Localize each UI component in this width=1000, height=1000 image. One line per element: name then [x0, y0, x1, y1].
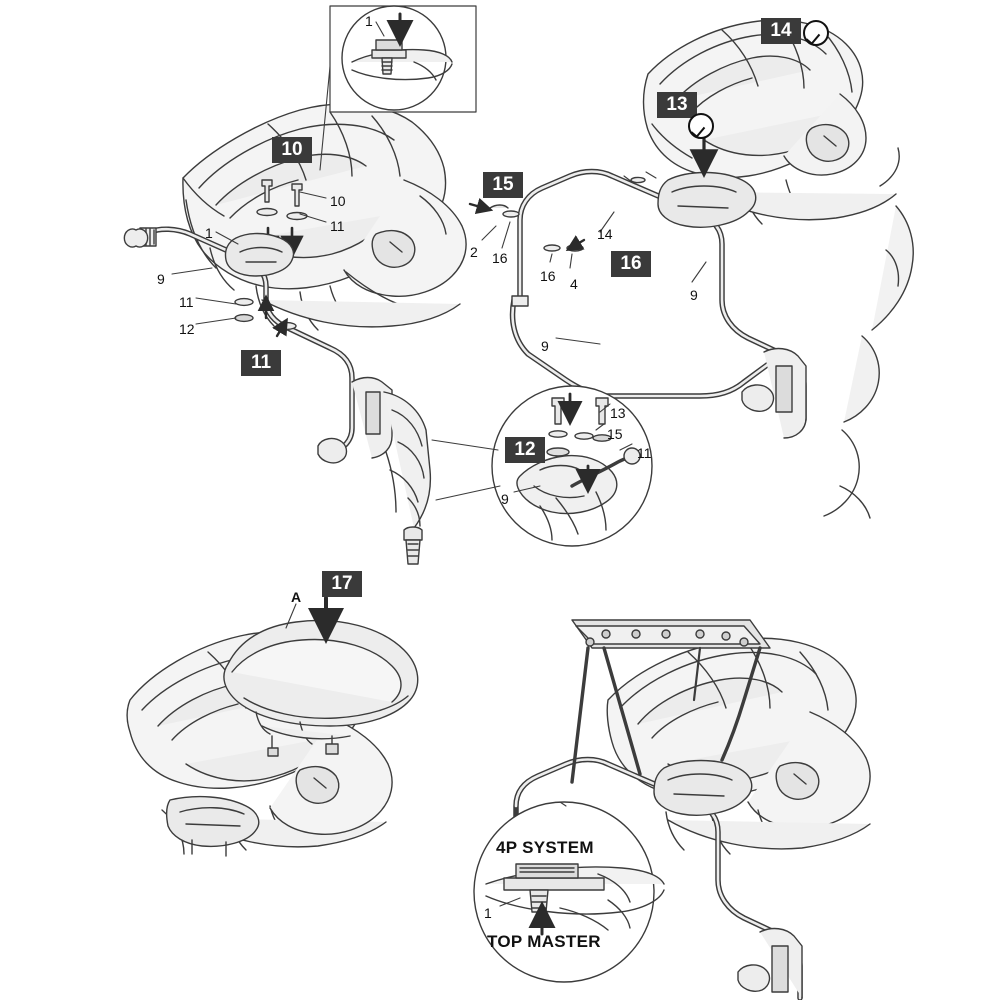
tail-section-left: [183, 104, 466, 330]
callout-16-a: 16: [492, 250, 508, 266]
step-box-15: 15: [483, 172, 523, 198]
callout-14-right: 14: [597, 226, 613, 242]
step-box-11: 11: [241, 350, 281, 376]
callout-10-top: 10: [330, 193, 346, 209]
label-4p-system: 4P SYSTEM: [496, 838, 594, 857]
callout-15-inset: 15: [607, 426, 623, 442]
step-box-10: 10: [272, 137, 312, 163]
callout-A-topcase: A: [291, 589, 302, 605]
callout-1-bottom-inset: 1: [484, 905, 492, 921]
callout-9-right-lower: 9: [541, 338, 549, 354]
check-step-13-icon: [688, 113, 714, 139]
callout-4-right: 4: [570, 276, 578, 292]
inset-detail-bottom: [474, 802, 664, 982]
callout-11-inset: 11: [637, 445, 652, 461]
step-box-14: 14: [761, 18, 801, 44]
callout-11-left: 11: [179, 294, 194, 310]
callout-13-inset: 13: [610, 405, 626, 421]
step-box-16: 16: [611, 251, 651, 277]
step-box-17: 17: [322, 571, 362, 597]
callout-1-inset-top: 1: [365, 13, 373, 29]
inset-detail-top: [330, 6, 476, 112]
tail-section-bottom-right: [607, 638, 870, 854]
label-top-master: TOP MASTER: [487, 932, 601, 951]
step-box-12: 12: [505, 437, 545, 463]
check-step-14-icon: [803, 20, 829, 46]
callout-9-inset: 9: [501, 491, 509, 507]
step-box-13: 13: [657, 92, 697, 118]
callout-12-left: 12: [179, 321, 195, 337]
callout-2-right: 2: [470, 244, 478, 260]
callout-9-frame-left: 9: [157, 271, 165, 287]
callout-9-right-upper: 9: [690, 287, 698, 303]
callout-11-top: 11: [330, 218, 345, 234]
callout-16-b: 16: [540, 268, 556, 284]
callout-1-frame-left: 1: [205, 225, 213, 241]
